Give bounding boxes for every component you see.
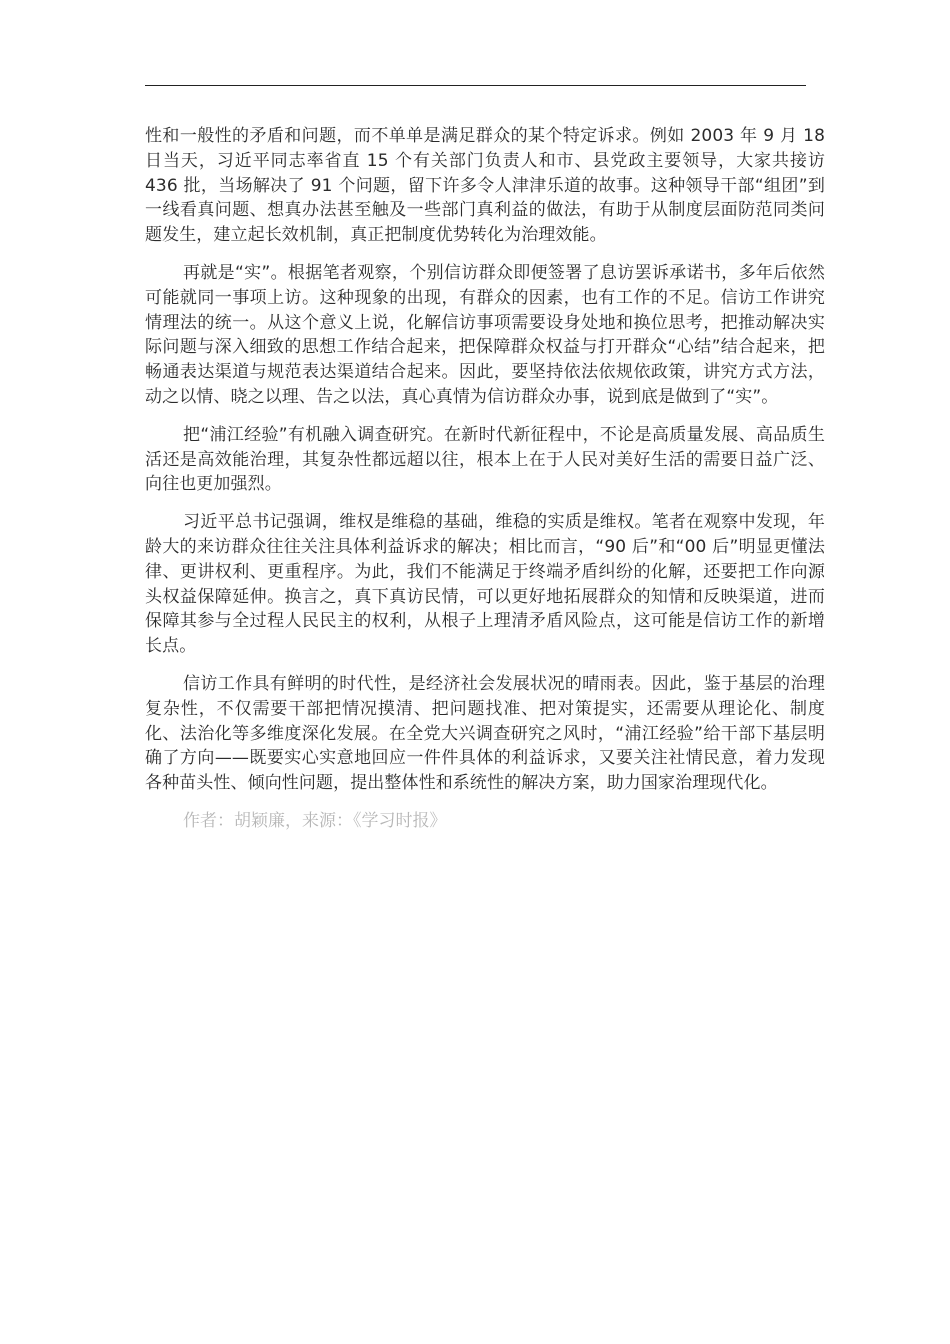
paragraph-3: 把“浦江经验”有机融入调查研究。在新时代新征程中，不论是高质量发展、高品质生活还是高效能治理，其复杂性都远超以往，根本上在于人民对美好生活的需要日益广泛、向往也更加强烈。 [145,424,825,495]
paragraph-1: 性和一般性的矛盾和问题，而不单单是满足群众的某个特定诉求。例如 2003 年 9 月 18 日当天，习近平同志率省直 15 个有关部门负责人和市、县党政主要领导，大家共接访 436 批，当场解决了 91 个问题，留下许多令人津津乐道的故事。这种领导干部“组团”到一线看真问题、想真办法甚至触及一些部门真利益的做法，有助于从制度层面防范同类问题发生，建立起长效机制，真正把制度优势转化为治理效能。 [145,126,825,246]
paragraph-2: 再就是“实”。根据笔者观察，个别信访群众即便签署了息访罢诉承诺书，多年后依然可能就同一事项上访。这种现象的出现，有群众的因素，也有工作的不足。信访工作讲究情理法的统一。从这个意义上说，化解信访事项需要设身处地和换位思考，把推动解决实际问题与深入细致的思想工作结合起来，把保障群众权益与打开群众“心结”结合起来，把畅通表达渠道与规范表达渠道结合起来。因此，要坚持依法依规依政策，讲究方式方法，动之以情、晓之以理、告之以法，真心真情为信访群众办事，说到底是做到了“实”。 [145,262,825,407]
header-rule [145,85,806,86]
article-body [145,124,825,834]
author-source-byline: 作者：胡颖廉，来源：《学习时报》 [183,810,447,831]
paragraph-4: 习近平总书记强调，维权是维稳的基础，维稳的实质是维权。笔者在观察中发现，年龄大的来访群众往往关注具体利益诉求的解决；相比而言，“90 后”和“00 后”明显更懂法律、更讲权利、更重程序。为此，我们不能满足于终端矛盾纠纷的化解，还要把工作向源头权益保障延伸。换言之，真下真访民情，可以更好地拓展群众的知情和反映渠道，进而保障其参与全过程人民民主的权利，从根子上理清矛盾风险点，这可能是信访工作的新增长点。 [145,512,825,657]
paragraph-5: 信访工作具有鲜明的时代性，是经济社会发展状况的晴雨表。因此，鉴于基层的治理复杂性，不仅需要干部把情况摸清、把问题找准、把对策提实，还需要从理论化、制度化、法治化等多维度深化发展。在全党大兴调查研究之风时，“浦江经验”给干部下基层明确了方向——既要实心实意地回应一件件具体的利益诉求，又要关注社情民意，着力发现各种苗头性、倾向性问题，提出整体性和系统性的解决方案，助力国家治理现代化。 [145,673,825,794]
